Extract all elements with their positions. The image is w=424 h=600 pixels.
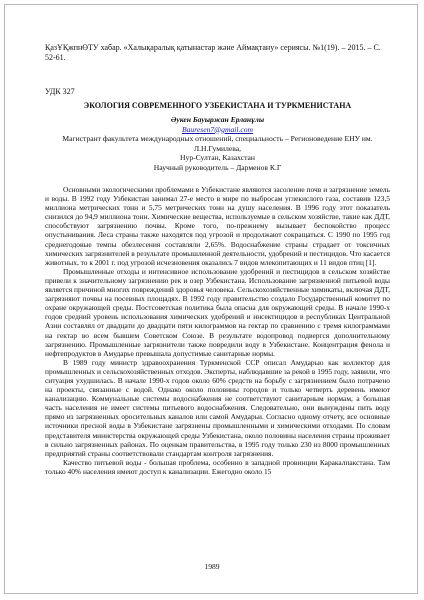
document-page	[4, 4, 418, 594]
paragraph: Основными экологическими проблемами в Узбекистане являются засоление почв и загрязнение земель и воды. В 1992 году Узбекистан занимал 27-е место в мире по выбросам углекислого газа, составив 123,5 миллиона метрических тонн и 5,75 метрических тонн на душу населения. В 1996 году этот показатель снизился до 94,9 миллиона тонн. Химические вещества, используемые в сельском хозяйстве, такие как ДДТ, способствуют загрязнению почвы. Кроме того, по-прежнему вызывает беспокойство процесс опустынивания. Леса страны также находятся под угрозой и продолжают сокращаться. С 1990 по 1995 год среднегодовые темпы обезлесения составляли 2,65%. Водоснабжение страны страдает от токсичных химических загрязнителей в результате промышленной деятельности, удобрений и пестицидов. Что касается животных, то к 2001 г. под угрозой исчезновения оказались 7 видов млекопитающих и 11 видов птиц [1].	[45, 185, 390, 267]
udk-code: УДК 327	[45, 87, 75, 96]
page-number: 1989	[204, 562, 220, 571]
article-title: ЭКОЛОГИЯ СОВРЕМЕННОГО УЗБЕКИСТАНА И ТУРКМЕНИСТАНА	[83, 101, 352, 110]
paragraph: Качество питьевой воды - большая проблема, особенно в западной провинции Каракалпакстана. Там только 40% населения имеют доступ к канализации. Ежегодно около 15	[45, 457, 390, 476]
paragraph: В 1989 году министр здравоохранения Туркменской ССР описал Амударью как коллектор для промышленных и сельскохозяйственных отходов. Эксперты, наблюдавшие за рекой в 1995 году, заявили, что ситуация ухудшилась. В начале 1990-х годов около 60% средств на борьбу с загрязнением было потрачено на проекты, связанные с водой. Однако около половины городов и только четверть деревень имеют канализацию. Коммунальные системы водоснабжения не соответствуют санитарным нормам, а большая часть населения не имеет системы питьевого водоснабжения. Следовательно, они вынуждены пить воду прямо из загрязненных оросительных каналов или самой Амударьи. Согласно одному отчету, все основные источники пресной воды в Узбекистане загрязнены промышленными и химическими отходами. По словам представителя министерства окружающей среды Узбекистана, около половины населения страны проживает в сильно загрязненных районах. По оценкам правительства, в 1995 году только 230 из 8000 промышленных предприятий страны соответствовали стандартам контроля загрязнения.	[45, 357, 390, 458]
author-block	[45, 115, 390, 173]
author-city: Нур-Султан, Казахстан	[180, 153, 255, 163]
author-position: Магистрант факультета международных отношений, специальность – Регионоведение ЕНУ им. Л.Н.Гумилева,	[62, 134, 373, 153]
author-name: Әукен Бауыржан Ерланұлы	[170, 115, 265, 124]
author-email-link[interactable]: Bauresen7@gmail.com	[181, 124, 254, 134]
paragraph: Промышленные отходы и интенсивное использование удобрений и пестицидов в сельском хозяйстве привели к значительному загрязнению рек и озер Узбекистана. Использование загрязненной питьевой воды является причиной многих повреждений здоровья человека. Сельскохозяйственные химикаты, включая ДДТ, загрязняют почвы на посевных площадях. В 1992 году правительство создало Государственный комитет по охране окружающей среды. Постсоветская политика была опасна для окружающей среды. В начале 1990-х годов средний уровень использования химических удобрений и инсектицидов в республиках Центральной Азии составлял от двадцати до двадцати пяти килограммов на гектар по сравнению с тремя килограммами на гектар во всем бывшем Советском Союзе. В результате водопровод подвергся дополнительному загрязнению. Промышленные загрязнители также повредили воду в Узбекистане. Концентрация фенола и нефтепродуктов в Амударье превышала допустимые санитарные нормы.	[45, 266, 390, 358]
supervisor: Научный руководитель – Дарменов К.Г	[153, 162, 282, 172]
journal-reference: ҚазҰҚжпнӨТУ хабар. «Халықаралық қатынастар және Аймақтану» сериясы. №1(19). – 2015. – С. 52-61.	[45, 43, 381, 62]
article-body	[45, 185, 390, 476]
